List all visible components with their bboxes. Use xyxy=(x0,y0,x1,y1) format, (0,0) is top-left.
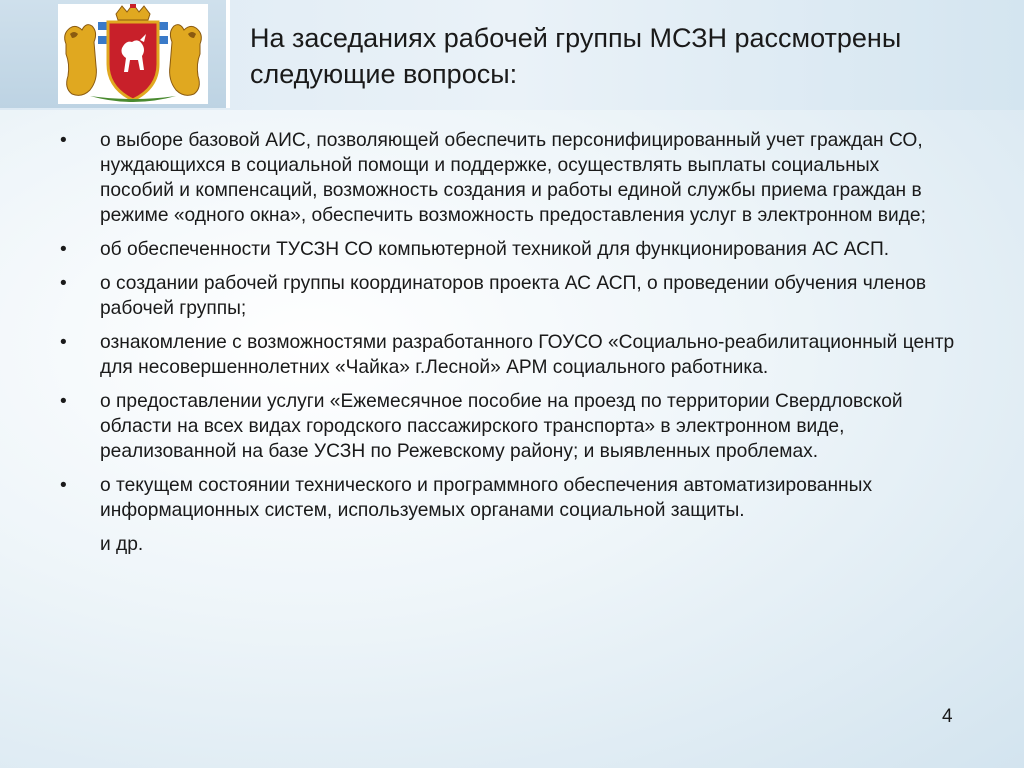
bullet-list xyxy=(58,128,958,523)
title-line-1: На заседаниях рабочей группы МСЗН рассмотрены xyxy=(250,23,902,53)
page-number: 4 xyxy=(942,706,953,727)
list-item-text: ознакомление с возможностями разработанного ГОУСО «Социально-реабилитационный центр для несовершеннолетних «Чайка» г.Лесной» АРМ социального работника. xyxy=(100,332,955,378)
bullet-icon: • xyxy=(60,332,67,353)
list-item xyxy=(58,473,958,523)
title-line-2: следующие вопросы: xyxy=(250,59,518,89)
list-item-text: о текущем состоянии технического и программного обеспечения автоматизированных информационных систем, используемых органами социальной защиты. xyxy=(100,475,873,521)
list-item xyxy=(58,271,958,321)
list-item xyxy=(58,128,958,228)
list-item xyxy=(58,330,958,380)
bullet-icon: • xyxy=(60,391,67,412)
bullet-icon: • xyxy=(60,273,67,294)
header-divider xyxy=(226,0,230,108)
list-item-text: о выборе базовой АИС, позволяющей обеспечить персонифицированный учет граждан СО, нуждающихся в социальной помощи и поддержке, осуществлять выплаты социальных пособий и компенсаций, возможность создания и работы единой службы приема граждан в режиме «одного окна», обеспечить возможность предоставления услуг в электронном виде; xyxy=(100,130,926,226)
bullet-icon: • xyxy=(60,475,67,496)
list-item-text: об обеспеченности ТУСЗН СО компьютерной техникой для функционирования АС АСП. xyxy=(100,239,890,260)
bullet-icon: • xyxy=(60,130,67,151)
list-item-text: о создании рабочей группы координаторов проекта АС АСП, о проведении обучения членов рабочей группы; xyxy=(100,273,927,319)
bullet-icon: • xyxy=(60,239,67,260)
coat-of-arms-icon xyxy=(60,4,206,104)
list-item xyxy=(58,237,958,262)
slide-content xyxy=(58,128,958,557)
list-item-text: о предоставлении услуги «Ежемесячное пособие на проезд по территории Свердловской области на всех видах городского пассажирского транспорта» в электронном виде, реализованной на базе УСЗН по Режевскому району; и выявленных проблемах. xyxy=(100,391,903,462)
list-item xyxy=(58,389,958,464)
slide-title xyxy=(250,20,990,92)
etc-text: и др. xyxy=(100,534,144,555)
